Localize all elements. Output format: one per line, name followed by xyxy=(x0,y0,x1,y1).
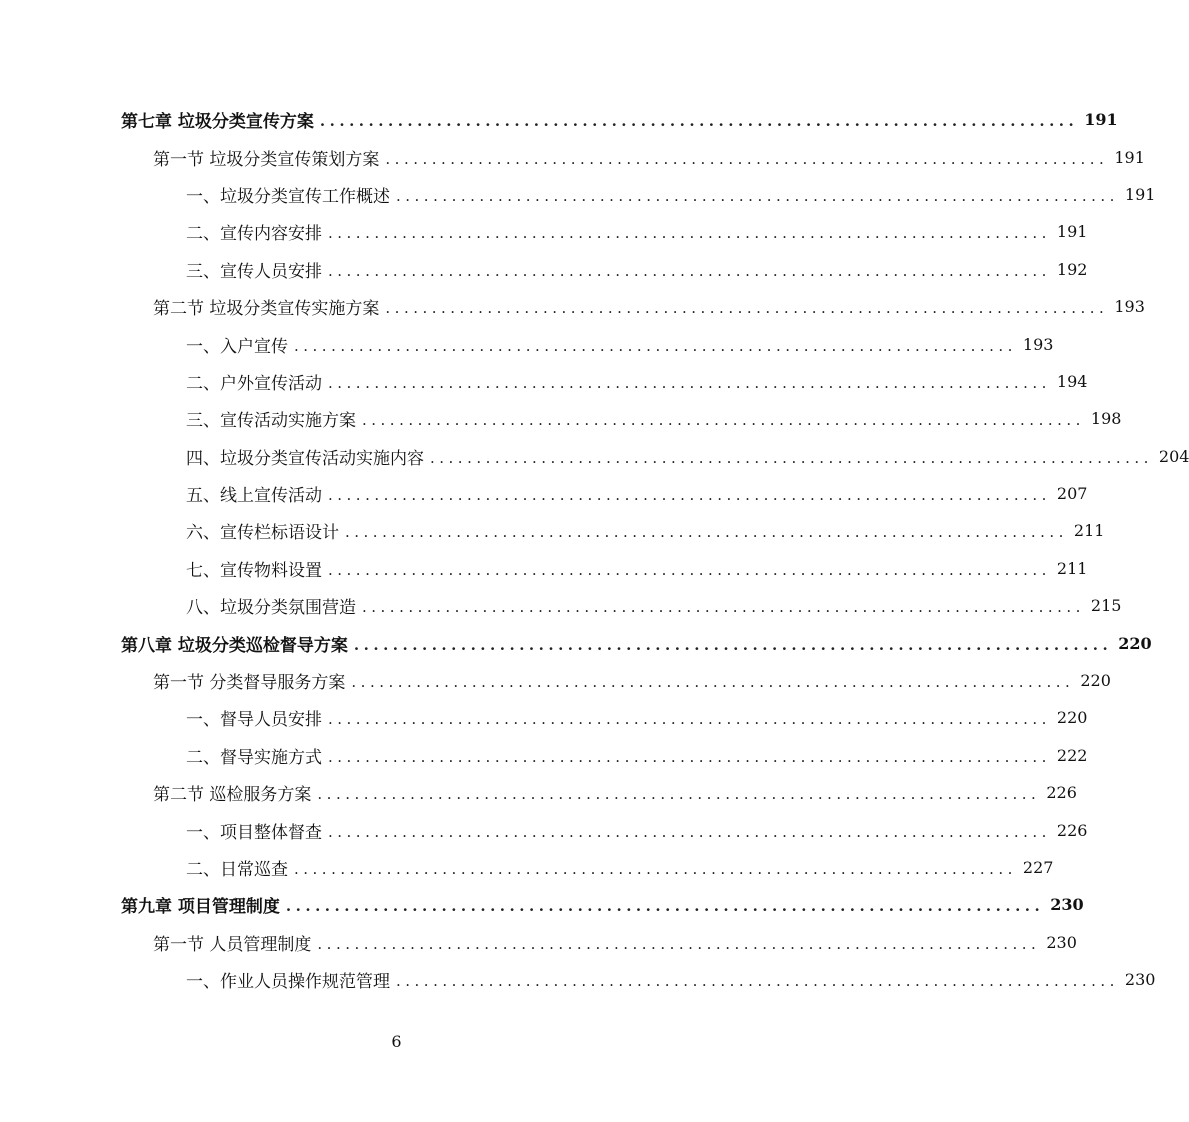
toc-entry[interactable] xyxy=(0,774,1077,811)
toc-leader: .............................................................................. xyxy=(319,112,1079,131)
toc-leader: .............................................................................. xyxy=(385,299,1109,318)
toc-leader: .............................................................................. xyxy=(351,673,1075,692)
toc-entry-title: 第一节 垃圾分类宣传策划方案 xyxy=(153,145,385,170)
toc-entry-page: 230 xyxy=(1050,895,1084,915)
toc-entry[interactable] xyxy=(0,288,1145,325)
toc-entry[interactable] xyxy=(0,924,1077,961)
toc-entry-page: 226 xyxy=(1046,783,1077,803)
toc-entry[interactable] xyxy=(0,811,1088,848)
toc-entry-title: 四、垃圾分类宣传活动实施内容 xyxy=(186,444,430,469)
toc-leader: .............................................................................. xyxy=(362,411,1085,430)
toc-entry[interactable] xyxy=(0,662,1111,699)
toc-leader: .............................................................................. xyxy=(328,224,1051,243)
toc-leader: .............................................................................. xyxy=(317,934,1041,953)
toc-entry-title: 六、宣传栏标语设计 xyxy=(186,518,345,543)
toc-entry-page: 230 xyxy=(1046,932,1077,952)
toc-entry-page: 230 xyxy=(1124,970,1156,990)
toc-entry[interactable] xyxy=(0,438,1189,475)
toc-entry[interactable] xyxy=(0,325,1054,362)
toc-entry[interactable] xyxy=(0,101,1118,138)
toc-entry[interactable] xyxy=(0,737,1088,774)
toc-entry-page: 220 xyxy=(1118,633,1152,653)
toc-entry-page: 227 xyxy=(1022,858,1054,877)
toc-leader: .............................................................................. xyxy=(328,486,1051,505)
toc-entry-title: 第七章 垃圾分类宣传方案 xyxy=(121,107,320,132)
toc-leader: .............................................................................. xyxy=(328,747,1051,766)
toc-entry[interactable] xyxy=(0,550,1088,587)
toc-entry-page: 204 xyxy=(1158,446,1189,466)
toc-entry-title: 二、户外宣传活动 xyxy=(186,369,328,394)
toc-entry-page: 211 xyxy=(1056,558,1088,578)
toc-entry-title: 第九章 项目管理制度 xyxy=(121,892,286,917)
toc-leader: .............................................................................. xyxy=(353,635,1113,654)
toc-entry[interactable] xyxy=(0,587,1122,624)
toc-entry-page: 215 xyxy=(1090,596,1122,616)
toc-entry[interactable] xyxy=(0,624,1152,661)
toc-entry-page: 191 xyxy=(1114,147,1145,167)
toc-entry[interactable] xyxy=(0,251,1088,288)
toc-entry-title: 第二节 垃圾分类宣传实施方案 xyxy=(153,294,385,319)
toc-entry[interactable] xyxy=(0,400,1122,437)
toc-entry-page: 193 xyxy=(1114,297,1145,317)
toc-leader: .............................................................................. xyxy=(328,710,1051,729)
toc-leader: .............................................................................. xyxy=(328,822,1051,841)
toc-leader: .............................................................................. xyxy=(385,149,1109,168)
toc-leader: .............................................................................. xyxy=(328,373,1051,392)
table-of-contents xyxy=(0,101,1189,998)
toc-entry[interactable] xyxy=(0,699,1088,736)
toc-entry-page: 220 xyxy=(1056,708,1088,728)
toc-entry-page: 191 xyxy=(1056,222,1088,242)
toc-entry-page: 194 xyxy=(1056,371,1088,391)
toc-leader: .............................................................................. xyxy=(396,186,1119,205)
toc-entry[interactable] xyxy=(0,512,1105,549)
toc-entry-title: 第八章 垃圾分类巡检督导方案 xyxy=(121,631,354,656)
toc-entry-title: 五、线上宣传活动 xyxy=(186,481,328,506)
toc-entry-page: 207 xyxy=(1056,484,1088,504)
toc-entry-title: 一、项目整体督查 xyxy=(186,818,328,843)
toc-leader: .............................................................................. xyxy=(294,336,1017,355)
toc-entry[interactable] xyxy=(0,849,1054,886)
toc-entry-title: 一、作业人员操作规范管理 xyxy=(186,967,396,992)
toc-entry-title: 一、垃圾分类宣传工作概述 xyxy=(186,182,396,207)
toc-entry-page: 191 xyxy=(1084,110,1118,130)
toc-entry-title: 七、宣传物料设置 xyxy=(186,556,328,581)
toc-entry-page: 198 xyxy=(1090,409,1122,429)
toc-leader: .............................................................................. xyxy=(317,785,1041,804)
toc-entry-title: 二、督导实施方式 xyxy=(186,743,328,768)
toc-leader: .............................................................................. xyxy=(345,523,1068,542)
toc-entry[interactable] xyxy=(0,363,1088,400)
toc-entry-title: 三、宣传人员安排 xyxy=(186,257,328,282)
toc-entry-title: 第一节 分类督导服务方案 xyxy=(153,668,351,693)
toc-entry-title: 一、入户宣传 xyxy=(186,332,294,357)
toc-entry-title: 二、日常巡查 xyxy=(186,855,294,880)
toc-entry-page: 192 xyxy=(1056,259,1088,279)
toc-leader: .............................................................................. xyxy=(328,261,1051,280)
toc-leader: .............................................................................. xyxy=(430,448,1153,467)
toc-entry-title: 八、垃圾分类氛围营造 xyxy=(186,593,362,618)
toc-entry-page: 220 xyxy=(1080,671,1111,691)
toc-leader: .............................................................................. xyxy=(396,972,1119,991)
toc-entry[interactable] xyxy=(0,213,1088,250)
toc-entry-page: 222 xyxy=(1056,745,1088,765)
toc-entry[interactable] xyxy=(0,138,1145,175)
page-number: 6 xyxy=(391,1032,402,1051)
toc-entry[interactable] xyxy=(0,961,1156,998)
toc-entry[interactable] xyxy=(0,475,1088,512)
toc-leader: .............................................................................. xyxy=(294,860,1017,878)
toc-leader: .............................................................................. xyxy=(362,598,1085,617)
toc-entry-title: 第一节 人员管理制度 xyxy=(153,930,317,955)
toc-entry-title: 三、宣传活动实施方案 xyxy=(186,406,362,431)
toc-entry-title: 第二节 巡检服务方案 xyxy=(153,780,317,805)
toc-leader: .............................................................................. xyxy=(285,897,1045,916)
toc-entry-page: 193 xyxy=(1022,334,1054,354)
toc-entry-title: 一、督导人员安排 xyxy=(186,705,328,730)
toc-entry[interactable] xyxy=(0,886,1084,923)
toc-leader: .............................................................................. xyxy=(328,560,1051,579)
toc-entry-page: 211 xyxy=(1073,521,1105,541)
toc-entry-page: 226 xyxy=(1056,820,1088,840)
toc-entry[interactable] xyxy=(0,176,1156,213)
toc-entry-title: 二、宣传内容安排 xyxy=(186,219,328,244)
toc-entry-page: 191 xyxy=(1124,184,1156,204)
